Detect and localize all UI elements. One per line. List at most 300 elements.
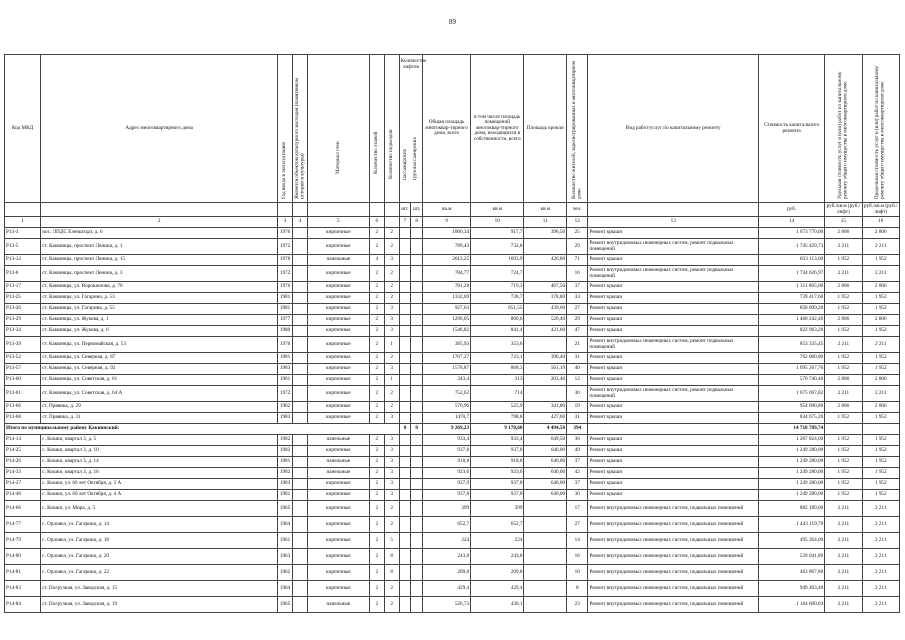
- cell-max-cost: 2 211: [862, 386, 899, 402]
- cell-entrances: 2: [384, 228, 399, 239]
- cell-registered: 31: [567, 353, 588, 364]
- cell-total-area: 343,4: [423, 375, 471, 386]
- cell-code: Р13-60: [5, 375, 41, 386]
- cell-roof-area: 561,19: [524, 364, 567, 375]
- cell-heritage: [293, 517, 308, 533]
- cell-roof-area: 421,60: [524, 326, 567, 337]
- cell-cost: 1 745 429,73: [759, 239, 825, 255]
- cell-material: кирпичные: [307, 266, 369, 282]
- total-lifts-cargo: 0: [411, 424, 423, 435]
- cell-cost: 539 041,80: [759, 549, 825, 565]
- cell-total-area: 789,43: [423, 239, 471, 255]
- cell-registered: 30: [567, 386, 588, 402]
- cell-code: Р14-79: [5, 533, 41, 549]
- cell-max-cost: 1 952: [862, 490, 899, 501]
- cell-specific-cost: 1 952: [825, 413, 862, 424]
- cell-heritage: [293, 304, 308, 315]
- cell-year: 1981: [278, 353, 293, 364]
- cell-floors: 2: [369, 266, 384, 282]
- cell-max-cost: 1 952: [862, 468, 899, 479]
- cell-specific-cost: 2 211: [825, 386, 862, 402]
- cell-specific-cost: 2 211: [825, 565, 862, 581]
- column-index: 15: [825, 217, 862, 228]
- cell-total-area: 1546,82: [423, 326, 471, 337]
- table-row: [5, 435, 900, 446]
- header-registered: Количество жителей, зарегистрированных в многоквартирном доме: [567, 55, 588, 203]
- cell-roof-area: [524, 549, 567, 565]
- cell-registered: 37: [567, 282, 588, 293]
- cell-total-area: 918,8: [423, 457, 471, 468]
- cell-material: кирпичные: [307, 517, 369, 533]
- cell-material: панельные: [307, 457, 369, 468]
- cell-max-cost: 2 211: [862, 239, 899, 255]
- header-total-area: Общая площадь многоквар-тирного дома, всего: [423, 55, 471, 203]
- cell-roof-area: [524, 501, 567, 517]
- cell-specific-cost: 1 952: [825, 304, 862, 315]
- cell-cost: 1 460 242,40: [759, 315, 825, 326]
- cell-specific-cost: 2 211: [825, 533, 862, 549]
- cell-material: панельные: [307, 255, 369, 266]
- cell-owned-area: 937,8: [471, 446, 524, 457]
- cell-owned-area: 851,55: [471, 304, 524, 315]
- cell-heritage: [293, 413, 308, 424]
- column-index: 5: [307, 217, 369, 228]
- cell-specific-cost: 2 806: [825, 315, 862, 326]
- cell-lifts-passenger: [399, 282, 411, 293]
- cell-lifts-passenger: [399, 266, 411, 282]
- cell-max-cost: 2 211: [862, 597, 899, 613]
- cell-address: с. Орловка, ул. Гагарина, д. 14: [41, 517, 278, 533]
- cell-material: кирпичные: [307, 490, 369, 501]
- cell-floors: 2: [369, 353, 384, 364]
- cell-material: панельные: [307, 468, 369, 479]
- cell-specific-cost: 2 211: [825, 337, 862, 353]
- cell-roof-area: [524, 337, 567, 353]
- cell-lifts-passenger: [399, 517, 411, 533]
- cell-lifts-passenger: [399, 239, 411, 255]
- cell-entrances: 2: [384, 517, 399, 533]
- cell-max-cost: 2 806: [862, 402, 899, 413]
- cell-heritage: [293, 533, 308, 549]
- cell-heritage: [293, 549, 308, 565]
- cell-registered: 31: [567, 413, 588, 424]
- cell-floors: 2: [369, 413, 384, 424]
- cell-code: Р13-3: [5, 228, 41, 239]
- cell-roof-area: 341,80: [524, 402, 567, 413]
- cell-address: с. Кошки, квартал 3, д. 10: [41, 446, 278, 457]
- cell-owned-area: 209,8: [471, 565, 524, 581]
- cell-registered: 17: [567, 501, 588, 517]
- cell-lifts-cargo: [411, 375, 423, 386]
- cell-specific-cost: 1 952: [825, 326, 862, 337]
- cell-lifts-cargo: [411, 386, 423, 402]
- table-row: [5, 402, 900, 413]
- cell-year: 1961: [278, 533, 293, 549]
- cell-total-area: 570,96: [423, 402, 471, 413]
- cell-max-cost: 2 211: [862, 517, 899, 533]
- cell-lifts-cargo: [411, 597, 423, 613]
- cell-year: 1972: [278, 266, 293, 282]
- column-index: 1: [5, 217, 41, 228]
- table-row: [5, 549, 900, 565]
- cell-roof-area: 426,80: [524, 255, 567, 266]
- cell-year: 1983: [278, 479, 293, 490]
- cell-max-cost: 1 952: [862, 446, 899, 457]
- header-lifts-passenger: пассажирских: [402, 148, 409, 181]
- cell-lifts-passenger: [399, 597, 411, 613]
- header-lifts-cargo: грузопассажирских: [412, 137, 419, 181]
- cell-max-cost: 2 211: [862, 565, 899, 581]
- cell-lifts-cargo: [411, 501, 423, 517]
- cell-roof-area: 467,50: [524, 282, 567, 293]
- cell-owned-area: 798,8: [471, 413, 524, 424]
- cell-heritage: [293, 468, 308, 479]
- cell-floors: 2: [369, 501, 384, 517]
- cell-heritage: [293, 446, 308, 457]
- page-number: 89: [449, 18, 456, 26]
- cell-work-type: Ремонт крыши: [588, 304, 759, 315]
- table-row: [5, 501, 900, 517]
- cell-lifts-cargo: [411, 364, 423, 375]
- cell-work-type: Ремонт внутридомовых инженерных систем, ремонт подвальных помещений: [588, 337, 759, 353]
- cell-entrances: 8: [384, 565, 399, 581]
- cell-entrances: 2: [384, 501, 399, 517]
- cell-heritage: [293, 581, 308, 597]
- cell-entrances: 3: [384, 468, 399, 479]
- cell-floors: 2: [369, 581, 384, 597]
- cell-material: кирпичные: [307, 446, 369, 457]
- cell-lifts-passenger: [399, 315, 411, 326]
- cell-specific-cost: 1 952: [825, 446, 862, 457]
- cell-total-area: 937,9: [423, 479, 471, 490]
- column-index: [384, 217, 399, 228]
- table-row: [5, 597, 900, 613]
- cell-owned-area: 719,3: [471, 282, 524, 293]
- cell-specific-cost: 2 211: [825, 581, 862, 597]
- total-work: [588, 424, 759, 435]
- cell-code: Р13-57: [5, 364, 41, 375]
- cell-year: 1981: [278, 293, 293, 304]
- cell-registered: 29: [567, 315, 588, 326]
- cell-registered: 71: [567, 255, 588, 266]
- table-row: [5, 565, 900, 581]
- cell-lifts-passenger: [399, 326, 411, 337]
- header-year: Год ввода в эксплуатацию: [278, 55, 293, 203]
- cell-lifts-cargo: [411, 326, 423, 337]
- cell-roof-area: 439,60: [524, 304, 567, 315]
- table-row: [5, 386, 900, 402]
- cell-max-cost: 1 952: [862, 293, 899, 304]
- cell-work-type: Ремонт крыши: [588, 326, 759, 337]
- cell-owned-area: 652,7: [471, 517, 524, 533]
- cell-specific-cost: 1 952: [825, 468, 862, 479]
- cell-address: ст. Каквинцы, проспект Ленина, д. 3: [41, 266, 278, 282]
- cell-total-area: 1470,7: [423, 413, 471, 424]
- cell-work-type: Ремонт крыши: [588, 446, 759, 457]
- cell-year: 1963: [278, 549, 293, 565]
- cell-lifts-passenger: [399, 549, 411, 565]
- total-roof-area: 4 494,50: [524, 424, 567, 435]
- cell-roof-area: [524, 597, 567, 613]
- cell-material: кирпичные: [307, 375, 369, 386]
- cell-entrances: 2: [384, 239, 399, 255]
- cell-owned-area: 353,6: [471, 337, 524, 353]
- cell-cost: 1 164 600,03: [759, 597, 825, 613]
- cell-material: кирпичные: [307, 533, 369, 549]
- cell-material: кирпичные: [307, 565, 369, 581]
- cell-registered: 12: [567, 375, 588, 386]
- cell-max-cost: 2 806: [862, 315, 899, 326]
- table-row: [5, 479, 900, 490]
- cell-specific-cost: 2 211: [825, 239, 862, 255]
- cell-floors: 2: [369, 402, 384, 413]
- total-label: Итого по муниципальному району Каквинский:: [5, 424, 400, 435]
- cell-year: 1982: [278, 435, 293, 446]
- cell-cost: 833 113,60: [759, 255, 825, 266]
- table-row: [5, 337, 900, 353]
- header-address: Адрес многоквартирного дома: [41, 55, 278, 203]
- cell-lifts-passenger: [399, 255, 411, 266]
- cell-max-cost: 1 952: [862, 364, 899, 375]
- cell-entrances: 2: [384, 353, 399, 364]
- cell-lifts-cargo: [411, 457, 423, 468]
- cell-work-type: Ремонт внутридомовых инженерных систем, ремонт подвальных помещений: [588, 386, 759, 402]
- cell-address: пос. ЛПДС Еленштадт, д. 6: [41, 228, 278, 239]
- header-specific-cost: Удельная стоимость услуг и (или) работ по капитальному ремонту общего имущества в многоквартирном доме: [825, 55, 862, 203]
- cell-material: кирпичные: [307, 239, 369, 255]
- cell-work-type: Ремонт внутридомовых инженерных систем, подвальных помещений: [588, 597, 759, 613]
- cell-year: 1965: [278, 501, 293, 517]
- cell-entrances: 3: [384, 479, 399, 490]
- cell-lifts-passenger: [399, 533, 411, 549]
- cell-specific-cost: 2 806: [825, 402, 862, 413]
- cell-registered: 27: [567, 304, 588, 315]
- cell-code: Р13-66: [5, 402, 41, 413]
- cell-work-type: Ремонт внутридомовых инженерных систем, подвальных помещений: [588, 565, 759, 581]
- cell-address: ст. Каквинцы, ул. Северная, д. 87: [41, 353, 278, 364]
- cell-owned-area: 399: [471, 501, 524, 517]
- cell-max-cost: 2 211: [862, 501, 899, 517]
- cell-roof-area: [524, 239, 567, 255]
- cell-work-type: Ремонт крыши: [588, 402, 759, 413]
- column-index: 6: [369, 217, 384, 228]
- cell-roof-area: 640,00: [524, 457, 567, 468]
- cell-max-cost: 1 952: [862, 479, 899, 490]
- column-index-row: [5, 217, 900, 228]
- cell-code: Р13-61: [5, 386, 41, 402]
- cell-roof-area: [524, 517, 567, 533]
- cell-work-type: Ремонт крыши: [588, 468, 759, 479]
- total-row: [5, 424, 900, 435]
- cell-lifts-passenger: [399, 479, 411, 490]
- cell-floors: 2: [369, 326, 384, 337]
- cell-floors: 2: [369, 386, 384, 402]
- header-lifts: Количество лифтов пассажирских грузопассажирских: [399, 55, 422, 203]
- cell-lifts-cargo: [411, 468, 423, 479]
- cell-roof-area: 649,50: [524, 435, 567, 446]
- cell-registered: 29: [567, 239, 588, 255]
- cell-address: с. Кошки, ул. 60 лет Октября, д. 3 А: [41, 479, 278, 490]
- cell-entrances: 3: [384, 255, 399, 266]
- cell-registered: 30: [567, 490, 588, 501]
- table-row: [5, 533, 900, 549]
- cell-cost: 853 335,45: [759, 337, 825, 353]
- cell-entrances: 2: [384, 402, 399, 413]
- cell-floors: 2: [369, 533, 384, 549]
- cell-entrances: 5: [384, 533, 399, 549]
- cell-code: Р13-29: [5, 315, 41, 326]
- cell-total-area: 399: [423, 501, 471, 517]
- cell-total-area: 1578,87: [423, 364, 471, 375]
- cell-entrances: 2: [384, 266, 399, 282]
- cell-material: кирпичные: [307, 386, 369, 402]
- cell-cost: 1 311 805,00: [759, 282, 825, 293]
- cell-specific-cost: 2 211: [825, 597, 862, 613]
- cell-floors: 2: [369, 315, 384, 326]
- header-heritage: Является объектом культурного наследия (памятником истории и культуры): [293, 55, 308, 203]
- cell-code: Р13-17: [5, 282, 41, 293]
- cell-owned-area: 923,6: [471, 468, 524, 479]
- cell-year: 1972: [278, 386, 293, 402]
- cell-lifts-passenger: [399, 353, 411, 364]
- cell-specific-cost: 2 211: [825, 549, 862, 565]
- cell-specific-cost: 1 952: [825, 457, 862, 468]
- cell-max-cost: 2 806: [862, 228, 899, 239]
- cell-work-type: Ремонт крыши: [588, 282, 759, 293]
- cell-max-cost: 1 952: [862, 255, 899, 266]
- cell-material: кирпичные: [307, 402, 369, 413]
- cell-lifts-passenger: [399, 501, 411, 517]
- cell-lifts-passenger: [399, 446, 411, 457]
- cell-material: кирпичные: [307, 304, 369, 315]
- cell-work-type: Ремонт крыши: [588, 457, 759, 468]
- cell-max-cost: 1 952: [862, 413, 899, 424]
- table-row: [5, 266, 900, 282]
- cell-registered: 42: [567, 468, 588, 479]
- cell-year: 1983: [278, 413, 293, 424]
- cell-owned-area: 933,4: [471, 435, 524, 446]
- column-index: 12: [567, 217, 588, 228]
- cell-heritage: [293, 315, 308, 326]
- cell-cost: 858 099,20: [759, 304, 825, 315]
- cell-lifts-passenger: [399, 304, 411, 315]
- cell-cost: 949 403,40: [759, 581, 825, 597]
- cell-address: ст. Погрузная, ул. Заводская, д. 19: [41, 597, 278, 613]
- cell-cost: 762 060,80: [759, 353, 825, 364]
- cell-year: 1978: [278, 255, 293, 266]
- cell-year: 1962: [278, 565, 293, 581]
- cell-work-type: Ремонт крыши: [588, 490, 759, 501]
- cell-heritage: [293, 293, 308, 304]
- cell-roof-area: [524, 581, 567, 597]
- cell-code: Р14-80: [5, 549, 41, 565]
- table-row: [5, 304, 900, 315]
- cell-code: Р14-84: [5, 597, 41, 613]
- cell-floors: 2: [369, 337, 384, 353]
- cell-year: 1976: [278, 337, 293, 353]
- cell-registered: 37: [567, 457, 588, 468]
- cell-owned-area: 313: [471, 375, 524, 386]
- cell-lifts-passenger: [399, 468, 411, 479]
- cell-max-cost: 1 952: [862, 326, 899, 337]
- cell-floors: 2: [369, 293, 384, 304]
- cell-roof-area: [524, 266, 567, 282]
- cell-floors: 2: [369, 490, 384, 501]
- cell-heritage: [293, 337, 308, 353]
- cell-address: с. Кошки, ул. Мира, д. 5: [41, 501, 278, 517]
- cell-work-type: Ремонт внутридомовых инженерных систем, ремонт подвальных помещений: [588, 266, 759, 282]
- cell-heritage: [293, 457, 308, 468]
- cell-year: 1972: [278, 239, 293, 255]
- cell-code: Р14-66: [5, 501, 41, 517]
- cell-roof-area: 640,00: [524, 479, 567, 490]
- cell-floors: 2: [369, 597, 384, 613]
- cell-total-area: 2612,25: [423, 255, 471, 266]
- cell-code: Р13-12: [5, 255, 41, 266]
- cell-registered: 37: [567, 479, 588, 490]
- cell-lifts-passenger: [399, 337, 411, 353]
- cell-address: с. Кошки, ул. 60 лет Октября, д. 4 А: [41, 490, 278, 501]
- table-row: [5, 490, 900, 501]
- column-index: 10: [471, 217, 524, 228]
- cell-address: ст. Каквинцы, ул. Первомайская, д. 53: [41, 337, 278, 353]
- cell-total-area: 784,77: [423, 266, 471, 282]
- cell-address: ст. Каквинцы, ул. Жукова, д. 6: [41, 326, 278, 337]
- table-body: [5, 217, 900, 613]
- table-row: [5, 375, 900, 386]
- cell-registered: 21: [567, 337, 588, 353]
- cell-heritage: [293, 326, 308, 337]
- total-max: [862, 424, 899, 435]
- cell-year: 1981: [278, 457, 293, 468]
- cell-address: ст. Каквинцы, ул. Гагарина, д. 55: [41, 304, 278, 315]
- cell-material: кирпичные: [307, 364, 369, 375]
- table-row: [5, 228, 900, 239]
- cell-address: ст. Каквинцы, проспект Ленина, д. 15: [41, 255, 278, 266]
- cell-registered: 10: [567, 565, 588, 581]
- cell-owned-area: 937,8: [471, 479, 524, 490]
- cell-lifts-cargo: [411, 293, 423, 304]
- cell-registered: 8: [567, 581, 588, 597]
- cell-registered: 23: [567, 597, 588, 613]
- cell-floors: 2: [369, 468, 384, 479]
- cell-total-area: 1332,69: [423, 293, 471, 304]
- cell-code: Р13-25: [5, 293, 41, 304]
- cell-max-cost: 2 211: [862, 337, 899, 353]
- cell-address: ст. Погрузная, ул. Заводская, д. 15: [41, 581, 278, 597]
- cell-address: ст. Каквинцы, ул. Северная, д. 92: [41, 364, 278, 375]
- cell-cost: 1 095 267,70: [759, 364, 825, 375]
- cell-entrances: 2: [384, 293, 399, 304]
- cell-material: кирпичные: [307, 549, 369, 565]
- header-material: Материал стен: [307, 55, 369, 203]
- cell-cost: 1 249 280,00: [759, 479, 825, 490]
- cell-total-area: 923,6: [423, 468, 471, 479]
- column-index: 2: [41, 217, 278, 228]
- cell-heritage: [293, 353, 308, 364]
- cell-material: кирпичные: [307, 479, 369, 490]
- cell-floors: 2: [369, 364, 384, 375]
- total-registered: 394: [567, 424, 588, 435]
- cell-floors: 2: [369, 228, 384, 239]
- cell-entrances: 3: [384, 490, 399, 501]
- cell-lifts-cargo: [411, 228, 423, 239]
- cell-owned-area: 918,8: [471, 457, 524, 468]
- cell-material: кирпичные: [307, 326, 369, 337]
- cell-year: 1981: [278, 304, 293, 315]
- cell-lifts-passenger: [399, 386, 411, 402]
- cell-lifts-cargo: [411, 479, 423, 490]
